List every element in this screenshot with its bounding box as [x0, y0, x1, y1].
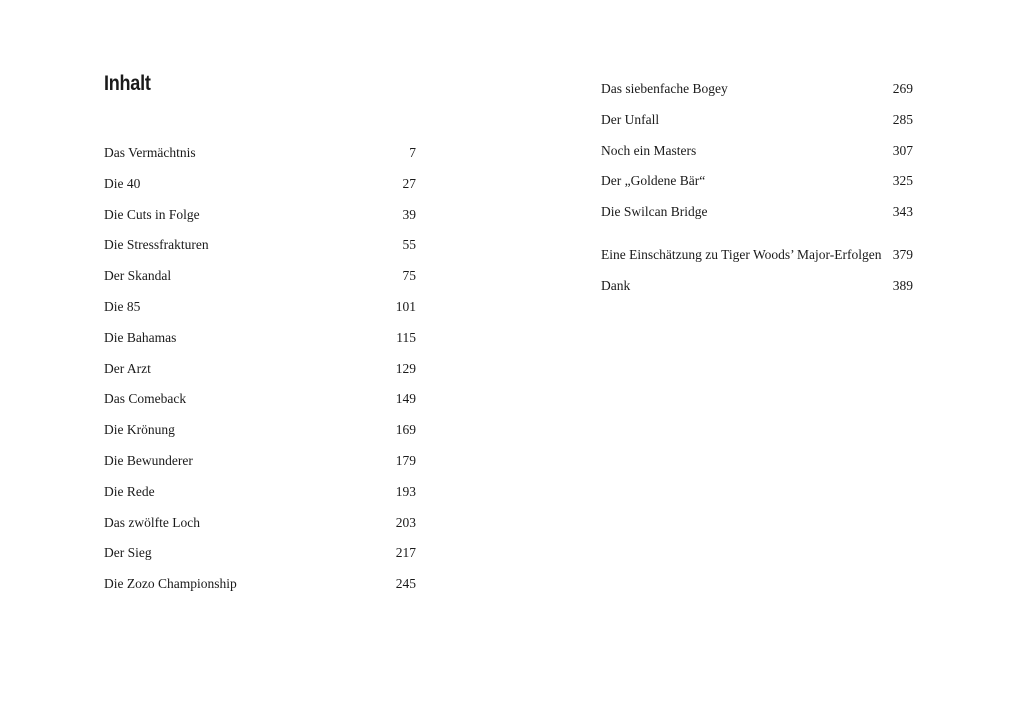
toc-entry — [601, 77, 913, 108]
toc-entry-title: Eine Einschätzung zu Tiger Woods’ Major-Erfolgen — [601, 246, 882, 262]
toc-entry — [601, 169, 913, 200]
toc-entry-title: Die 85 — [104, 298, 141, 314]
toc-entry — [104, 572, 416, 603]
toc-entry — [104, 141, 416, 172]
toc-entry-page: 169 — [395, 422, 416, 438]
toc-entry-page: 245 — [395, 576, 416, 592]
toc-entry-page: 389 — [892, 277, 913, 293]
toc-entry-title: Das Vermächtnis — [104, 145, 196, 160]
toc-entry-page: 193 — [395, 483, 416, 499]
toc-entry-page: 217 — [395, 545, 416, 561]
toc-entry — [104, 418, 416, 449]
toc-entry-page: 269 — [892, 81, 913, 96]
toc-entry-page: 179 — [395, 452, 416, 468]
toc-entry — [104, 326, 416, 357]
toc-entry — [104, 387, 416, 418]
toc-entry-title: Noch ein Masters — [601, 142, 697, 158]
toc-entry-title: Die Bewunderer — [104, 452, 193, 468]
toc-entry-page: 129 — [395, 360, 416, 376]
toc-entry — [104, 511, 416, 542]
toc-entry-title: Die Rede — [104, 483, 155, 499]
toc-entry-page: 285 — [892, 111, 913, 127]
toc-entry-page: 343 — [892, 204, 913, 220]
toc-entry-page: 7 — [409, 145, 416, 160]
toc-entry-title: Die Bahamas — [104, 329, 177, 345]
toc-entry — [104, 357, 416, 388]
toc-entry-title: Die 40 — [104, 175, 141, 191]
toc-entry — [104, 541, 416, 572]
toc-entry-title: Der Sieg — [104, 545, 152, 561]
toc-entry-page: 325 — [892, 173, 913, 189]
toc-entry — [601, 243, 913, 274]
toc-entry-page: 149 — [395, 391, 416, 407]
toc-entry-title: Das siebenfache Bogey — [601, 81, 728, 96]
toc-entry — [601, 200, 913, 231]
toc-entry — [104, 264, 416, 295]
toc-entry-title: Dank — [601, 277, 631, 293]
toc-entry — [601, 108, 913, 139]
toc-entry-page: 115 — [396, 329, 416, 345]
toc-entry-page: 101 — [395, 298, 416, 314]
toc-entry — [104, 203, 416, 234]
toc-entry-title: Die Zozo Championship — [104, 576, 237, 592]
toc-entry — [104, 172, 416, 203]
toc-entry-title: Die Stressfrakturen — [104, 237, 209, 253]
toc-right-column — [601, 77, 913, 305]
toc-entry — [601, 139, 913, 170]
toc-entry-page: 39 — [402, 206, 416, 222]
toc-entry-page: 307 — [892, 142, 913, 158]
toc-entry-title: Das zwölfte Loch — [104, 514, 200, 530]
toc-entry — [104, 295, 416, 326]
toc-entry — [104, 480, 416, 511]
toc-entry — [601, 274, 913, 305]
toc-entry-title: Die Krönung — [104, 422, 175, 438]
toc-entry-page: 203 — [395, 514, 416, 530]
toc-entry — [104, 449, 416, 480]
toc-entry-title: Der Skandal — [104, 268, 172, 284]
toc-entry-title: Der Unfall — [601, 111, 660, 127]
toc-entry — [104, 233, 416, 264]
toc-left-column — [104, 141, 416, 603]
toc-heading: Inhalt — [104, 72, 151, 95]
toc-entry-title: Der Arzt — [104, 360, 151, 376]
toc-entry-title: Die Cuts in Folge — [104, 206, 200, 222]
toc-entry-title: Das Comeback — [104, 391, 187, 407]
toc-entry-title: Der „Goldene Bär“ — [601, 173, 706, 189]
toc-entry-page: 27 — [402, 175, 416, 191]
toc-entry-page: 75 — [402, 268, 416, 284]
toc-entry-title: Die Swilcan Bridge — [601, 204, 708, 220]
toc-entry-page: 379 — [892, 246, 913, 262]
toc-entry-page: 55 — [402, 237, 416, 253]
